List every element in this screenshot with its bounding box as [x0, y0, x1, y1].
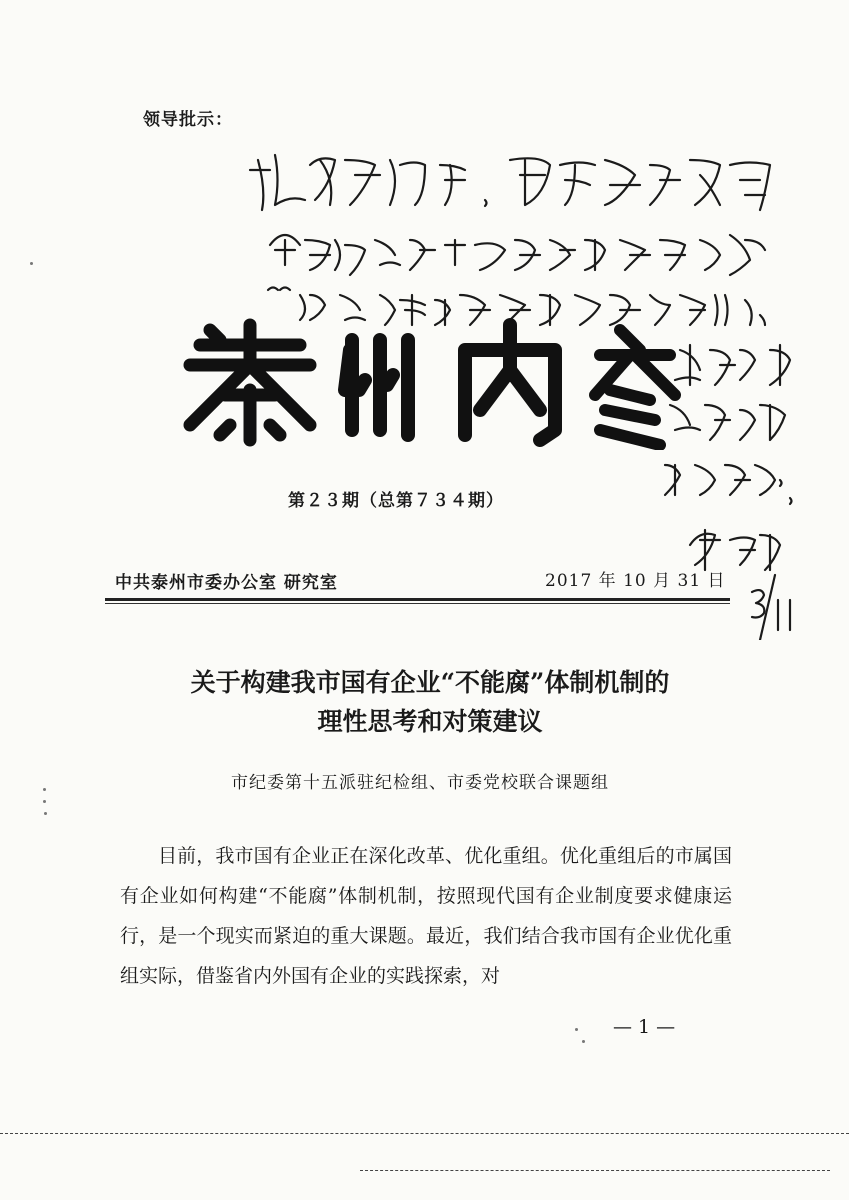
scan-speck — [43, 788, 46, 791]
masthead-calligraphy — [180, 310, 700, 450]
scan-speck — [30, 262, 33, 265]
page-number: — 1 — — [613, 1016, 676, 1038]
scan-speck — [43, 800, 46, 803]
issue-number: 第２３期（总第７３４期） — [288, 491, 504, 511]
scan-speck — [575, 1028, 578, 1031]
header-rule — [105, 598, 730, 601]
header-rule-thin — [105, 603, 730, 604]
leader-instruction-label: 领导批示： — [143, 110, 233, 130]
issue-date: 2017 年 10 月 31 日 — [545, 571, 726, 591]
body-paragraph: 目前，我市国有企业正在深化改革、优化重组。优化重组后的市属国有企业如何构建“不能腐”体制机制，按照现代国有企业制度要求健康运行，是一个现实而紧迫的重大课题。最近，我们结合我市国有企业优化重组实际，借鉴省内外国有企业的实践探索，对 — [120, 845, 732, 987]
article-title-line2: 理性思考和对策建议 — [317, 707, 543, 736]
article-title-line1: 关于构建我市国有企业“不能腐”体制机制的 — [190, 668, 670, 697]
scan-dash-line — [0, 1133, 849, 1135]
article-body — [120, 836, 732, 996]
scan-speck — [582, 1040, 585, 1043]
article-author: 市纪委第十五派驻纪检组、市委党校联合课题组 — [231, 773, 609, 793]
issuing-office: 中共泰州市委办公室 研究室 — [115, 573, 338, 593]
scan-dash-line-2 — [360, 1170, 830, 1172]
scan-speck — [44, 812, 47, 815]
